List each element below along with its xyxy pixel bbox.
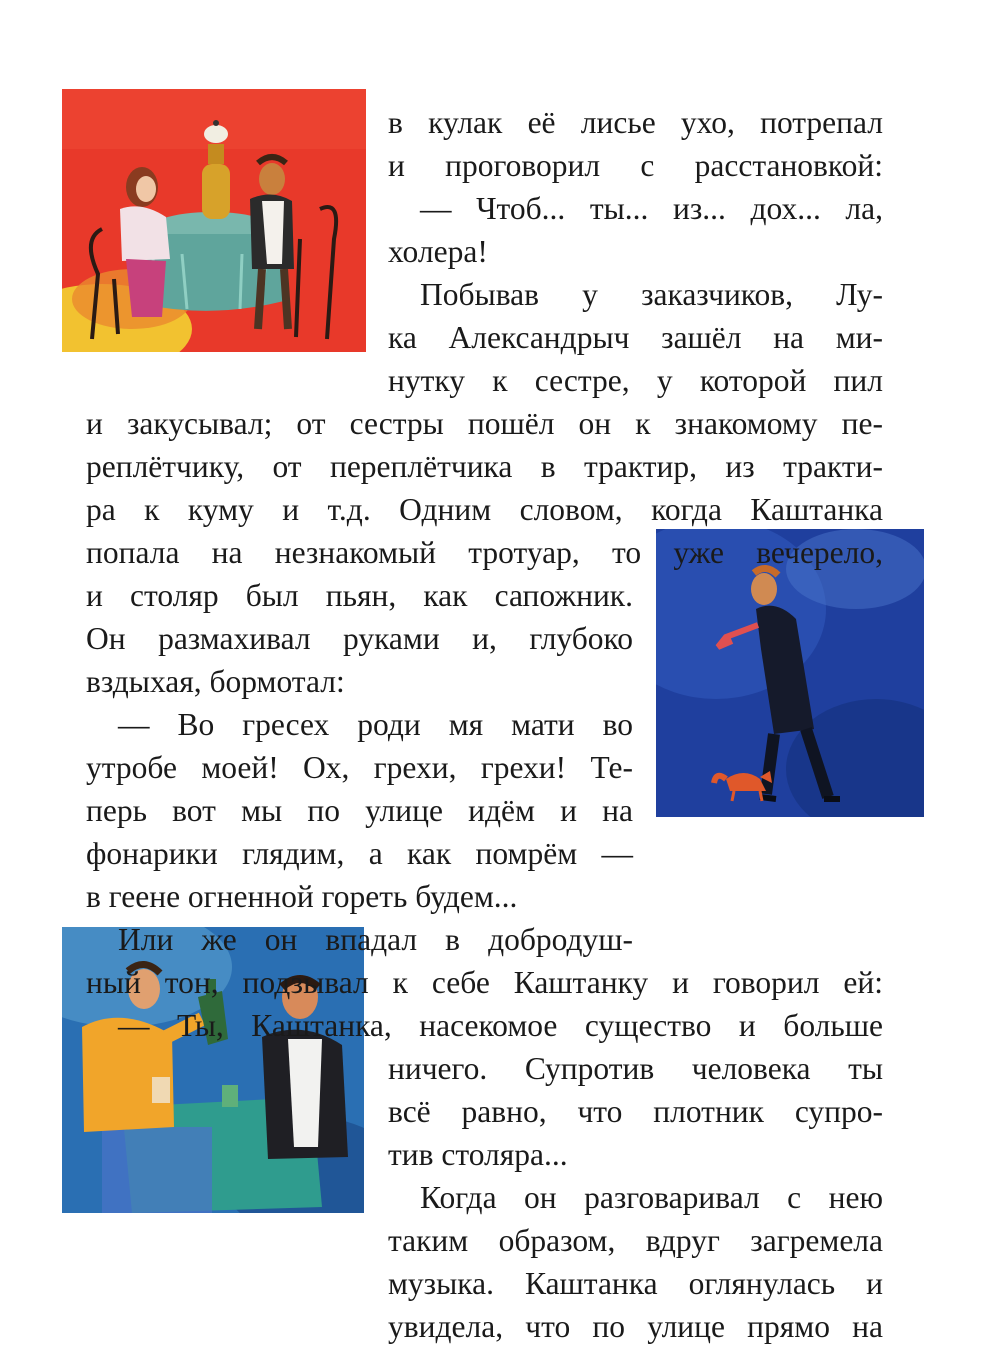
text-line: таким образом, вдруг загремела [388, 1223, 883, 1258]
text-line: перь вот мы по улице идём и на [86, 793, 633, 828]
text-line: увидела, что по улице прямо на [388, 1309, 883, 1344]
text-line: всё равно, что плотник супро- [388, 1094, 883, 1129]
text-line: и проговорил с расстановкой: [388, 148, 883, 183]
text-line: и столяр был пьян, как сапожник. [86, 578, 633, 613]
text-line: в геене огненной гореть будем... [86, 879, 518, 914]
tea-table-illustration [62, 89, 366, 352]
text-line: фонарики глядим, а как помрём — [86, 836, 633, 871]
text-line: Побывав у заказчиков, Лу- [420, 277, 883, 312]
text-line: реплётчику, от переплётчика в трактир, из тракти- [86, 449, 883, 484]
text-line: ра к куму и т.д. Одним словом, когда Каштанка [86, 492, 883, 527]
text-line: — Ты, Каштанка, насекомое существо и больше [118, 1008, 883, 1043]
text-line: — Чтоб... ты... из... дох... ла, [420, 191, 883, 226]
text-line: Когда он разговаривал с нею [420, 1180, 883, 1215]
text-line: нутку к сестре, у которой пил [388, 363, 883, 398]
text-line: — Во гресех роди мя мати во [118, 707, 633, 742]
text-line: и закусывал; от сестры пошёл он к знакомому пе- [86, 406, 883, 441]
text-line: Он размахивал руками и, глубоко [86, 621, 633, 656]
text-line: музыка. Каштанка оглянулась и [388, 1266, 883, 1301]
text-line: ничего. Супротив человека ты [388, 1051, 883, 1086]
text-line: Или же он впадал в добродуш- [118, 922, 633, 957]
text-line: тив столяра... [388, 1137, 568, 1172]
text-line: холера! [388, 234, 488, 269]
text-line: вздыхая, бормотал: [86, 664, 345, 699]
text-line: попала на незнакомый тротуар, то уже вечерело, [86, 535, 883, 570]
text-line: утробе моей! Ох, грехи, грехи! Те- [86, 750, 633, 785]
text-line: в кулак её лисье ухо, потрепал [388, 105, 883, 140]
text-line: ный тон, подзывал к себе Каштанку и говорил ей: [86, 965, 883, 1000]
text-line: ка Александрыч зашёл на ми- [388, 320, 883, 355]
